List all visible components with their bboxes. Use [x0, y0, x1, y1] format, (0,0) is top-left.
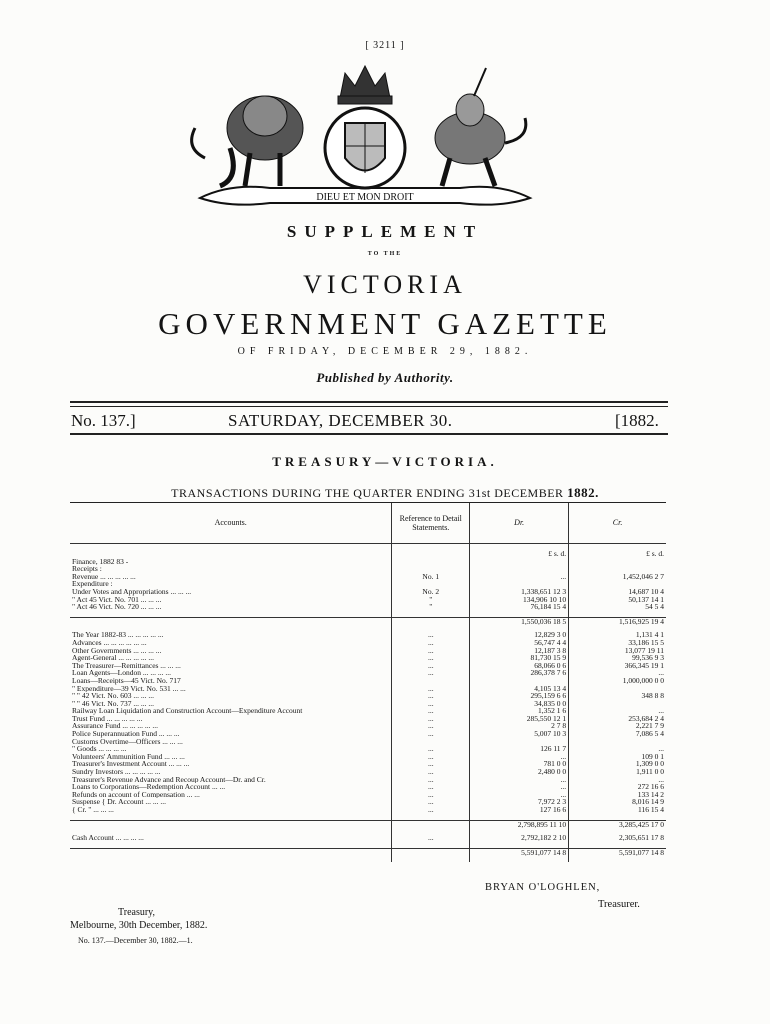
- table-row: [70, 565, 666, 573]
- table-row: [70, 639, 666, 647]
- row-label: Other Governments ... ... ... ...: [70, 647, 392, 655]
- row-cr-amount: ...: [658, 745, 664, 753]
- row-label: Under Votes and Appropriations ... ... ...: [70, 588, 392, 596]
- transactions-text: TRANSACTIONS DURING THE QUARTER ENDING 31st DECEMBER: [171, 486, 564, 500]
- table-row: [70, 588, 666, 596]
- table-row: [70, 707, 666, 715]
- table-row: [70, 738, 666, 746]
- row-dr-amount: 12,829 3 0: [470, 631, 569, 639]
- row-cr-amount: 1,309 0 0: [635, 760, 664, 769]
- row-reference: ...: [392, 631, 470, 639]
- table-row: [70, 834, 666, 842]
- row-label: The Year 1882-83 ... ... ... ... ...: [70, 631, 392, 639]
- row-label: Advances ... ... ... ... ... ...: [70, 639, 392, 647]
- row-reference: [392, 820, 470, 828]
- dr-units: £ s. d.: [470, 550, 569, 558]
- row-reference: ...: [392, 722, 470, 730]
- table-row: [70, 558, 666, 566]
- transactions-year: 1882.: [567, 485, 599, 500]
- table-row: [70, 791, 666, 799]
- row-label: " Act 45 Vict. No. 701 ... ... ...: [70, 596, 392, 604]
- row-cr-amount: 366,345 19 1: [624, 661, 664, 670]
- row-cr-amount: 5,591,077 14 8: [569, 848, 666, 856]
- signatory-name: BRYAN O'LOGHLEN,: [485, 882, 601, 893]
- row-cr-amount: 8,016 14 9: [632, 798, 664, 806]
- row-reference: ...: [392, 654, 470, 662]
- row-reference: ...: [392, 669, 470, 677]
- row-reference: [392, 738, 470, 746]
- top-rule-thin: [70, 406, 668, 407]
- row-reference: ...: [392, 783, 470, 791]
- row-dr-amount: 1,338,651 12 3: [470, 588, 569, 596]
- row-cr-amount: [569, 580, 666, 588]
- row-label: Agent-General ... ... ... ... ...: [70, 654, 392, 662]
- table-row: [70, 654, 666, 662]
- row-dr-amount: [470, 580, 569, 588]
- footer-place: Treasury,: [118, 907, 156, 918]
- row-label: " Expenditure—39 Vict. No. 531 ... ...: [70, 685, 392, 693]
- row-reference: No. 1: [392, 573, 470, 581]
- row-dr-amount: 68,066 0 6: [470, 662, 569, 670]
- table-row: [70, 715, 666, 723]
- row-dr-amount: 1,352 1 6: [470, 707, 569, 715]
- row-reference: [392, 848, 470, 856]
- table-row: [70, 760, 666, 768]
- row-label: Loan Agents—London ... ... ... ...: [70, 669, 392, 677]
- row-label: [70, 617, 392, 625]
- row-dr-amount: ...: [470, 573, 569, 581]
- row-reference: ...: [392, 639, 470, 647]
- treasury-heading: TREASURY—VICTORIA.: [272, 454, 498, 469]
- row-cr-amount: 33,186 15 5: [628, 638, 664, 647]
- row-reference: [392, 558, 470, 566]
- row-dr-amount: 2,480 0 0: [470, 768, 569, 776]
- header-cr: Cr.: [569, 503, 666, 544]
- row-label: Cash Account ... ... ... ...: [70, 834, 392, 842]
- total-row: [70, 617, 666, 625]
- row-reference: ...: [392, 707, 470, 715]
- row-dr-amount: 5,591,077 14 8: [470, 848, 569, 856]
- crown-icon: [338, 66, 392, 104]
- table-row: [70, 753, 666, 761]
- row-cr-amount: 1,131 4 1: [635, 631, 664, 639]
- row-cr-amount: [569, 700, 666, 708]
- gazette-date: OF FRIDAY, DECEMBER 29, 1882.: [237, 346, 533, 357]
- row-reference: ...: [392, 647, 470, 655]
- to-the-label: TO THE: [367, 251, 403, 257]
- signatory-title: Treasurer.: [598, 899, 640, 910]
- header-accounts: Accounts.: [70, 503, 392, 544]
- spacer-row: [70, 856, 666, 862]
- table-row: [70, 631, 666, 639]
- row-cr-amount: ...: [658, 669, 664, 677]
- row-cr-amount: 1,452,046 2 7: [622, 572, 664, 581]
- row-dr-amount: [470, 677, 569, 685]
- row-label: Trust Fund ... ... ... ... ...: [70, 715, 392, 723]
- row-dr-amount: 134,906 10 10: [470, 596, 569, 604]
- row-label: Loans to Corporations—Redemption Account ... ...: [70, 783, 392, 791]
- table-row: [70, 573, 666, 581]
- table-row: [70, 669, 666, 677]
- row-dr-amount: ...: [470, 753, 569, 761]
- row-dr-amount: 1,550,036 18 5: [470, 617, 569, 625]
- row-dr-amount: 81,730 15 9: [470, 654, 569, 662]
- issue-date: SATURDAY, DECEMBER 30.: [228, 411, 453, 430]
- row-cr-amount: 1,000,000 0 0: [622, 676, 664, 685]
- row-reference: [392, 580, 470, 588]
- row-reference: ...: [392, 760, 470, 768]
- footer-dated: Melbourne, 30th December, 1882.: [70, 920, 208, 931]
- row-cr-amount: 50,137 14 1: [628, 595, 664, 604]
- row-dr-amount: 7,972 2 3: [470, 798, 569, 806]
- table-row: [70, 700, 666, 708]
- row-reference: ...: [392, 692, 470, 700]
- row-dr-amount: 5,007 10 3: [470, 730, 569, 738]
- row-dr-amount: 76,184 15 4: [470, 603, 569, 611]
- row-label: Volunteers' Ammunition Fund ... ... ...: [70, 753, 392, 761]
- issue-number: No. 137.]: [71, 411, 136, 430]
- row-reference: ...: [392, 806, 470, 814]
- row-cr-amount: 348 8 8: [641, 692, 664, 700]
- row-cr-amount: 14,687 10 4: [628, 587, 664, 596]
- row-reference: ": [392, 596, 470, 604]
- row-dr-amount: ...: [470, 783, 569, 791]
- row-label: " " 46 Vict. No. 737 ... ... ...: [70, 700, 392, 708]
- row-dr-amount: 2,798,895 11 10: [470, 820, 569, 828]
- top-rule: [70, 401, 668, 403]
- row-label: Refunds on account of Compensation ... ...: [70, 791, 392, 799]
- row-cr-amount: 7,086 5 4: [635, 730, 664, 738]
- transactions-subheading: [0, 485, 770, 501]
- row-dr-amount: ...: [470, 791, 569, 799]
- row-label: The Treasurer—Remittances ... ... ...: [70, 662, 392, 670]
- table-row: [70, 806, 666, 814]
- row-reference: [392, 617, 470, 625]
- row-label: Receipts :: [70, 565, 392, 573]
- row-reference: ...: [392, 730, 470, 738]
- total-row: [70, 820, 666, 828]
- row-reference: ...: [392, 745, 470, 753]
- table-row: [70, 722, 666, 730]
- row-label: [70, 848, 392, 856]
- row-label: Customs Overtime—Officers ... ... ...: [70, 738, 392, 746]
- row-reference: ...: [392, 776, 470, 784]
- transactions-table: [70, 503, 666, 862]
- table-row: [70, 798, 666, 806]
- row-label: Treasurer's Revenue Advance and Recoup Account—Dr. and Cr.: [70, 776, 392, 784]
- cr-units: £ s. d.: [646, 550, 664, 558]
- row-dr-amount: 2 7 8: [470, 722, 569, 730]
- supplement-title: SUPPLEMENT: [286, 222, 484, 241]
- row-cr-amount: 272 16 6: [637, 783, 664, 791]
- row-dr-amount: 56,747 4 4: [470, 639, 569, 647]
- row-cr-amount: 116 15 4: [638, 806, 664, 814]
- royal-coat-of-arms: [170, 58, 560, 218]
- footer-reference: No. 137.—December 30, 1882.—1.: [78, 936, 193, 945]
- row-reference: ...: [392, 768, 470, 776]
- row-cr-amount: [569, 738, 666, 746]
- unicorn-supporter-icon: [435, 68, 526, 186]
- row-label: Finance, 1882 83 -: [70, 558, 392, 566]
- table-row: [70, 596, 666, 604]
- row-label: Revenue ... ... ... ... ...: [70, 573, 392, 581]
- row-label: Sundry Investors ... ... ... ... ...: [70, 768, 392, 776]
- row-reference: ...: [392, 791, 470, 799]
- victoria-title: VICTORIA: [303, 270, 467, 299]
- lion-supporter-icon: [192, 96, 303, 186]
- row-reference: No. 2: [392, 588, 470, 596]
- row-dr-amount: 2,792,182 2 10: [470, 834, 569, 842]
- row-reference: ...: [392, 700, 470, 708]
- row-cr-amount: 133 14 2: [637, 790, 664, 799]
- row-cr-amount: 1,911 0 0: [636, 768, 664, 776]
- row-label: Assurance Fund ... ... ... ... ...: [70, 722, 392, 730]
- row-cr-amount: ...: [658, 775, 664, 784]
- row-reference: [392, 565, 470, 573]
- units-row: [70, 550, 666, 558]
- table-row: [70, 580, 666, 588]
- row-cr-amount: 253,684 2 4: [628, 714, 664, 723]
- table-row: [70, 768, 666, 776]
- row-label: Expenditure :: [70, 580, 392, 588]
- table-row: [70, 603, 666, 611]
- row-label: Loans—Receipts—45 Vict. No. 717: [70, 677, 392, 685]
- row-cr-amount: ...: [658, 707, 664, 715]
- row-cr-amount: 13,077 19 11: [624, 646, 664, 655]
- table-row: [70, 662, 666, 670]
- table-row: [70, 677, 666, 685]
- row-dr-amount: [470, 565, 569, 573]
- row-label: Treasurer's Investment Account ... ... ...: [70, 760, 392, 768]
- table-row: [70, 730, 666, 738]
- published-by-authority: Published by Authority.: [316, 370, 454, 385]
- table-row: [70, 745, 666, 753]
- row-label: { Cr. " ... ... ...: [70, 806, 392, 814]
- row-dr-amount: 286,378 7 6: [470, 669, 569, 677]
- row-cr-amount: 2,221 7 9: [635, 722, 664, 731]
- total-row: [70, 848, 666, 856]
- row-label: Suspense { Dr. Account ... ... ...: [70, 798, 392, 806]
- row-reference: ...: [392, 834, 470, 842]
- row-dr-amount: 4,105 13 4: [470, 685, 569, 693]
- table-row: [70, 783, 666, 791]
- row-cr-amount: 109 0 1: [641, 752, 664, 761]
- table-header-row: [70, 503, 666, 544]
- row-cr-amount: 99,536 9 3: [632, 654, 664, 662]
- issue-year: [1882.: [615, 411, 659, 430]
- row-cr-amount: 2,305,651 17 8: [619, 834, 664, 842]
- row-dr-amount: 127 16 6: [470, 806, 569, 814]
- row-dr-amount: [470, 558, 569, 566]
- table-row: [70, 776, 666, 784]
- row-dr-amount: ...: [470, 776, 569, 784]
- row-cr-amount: [569, 558, 666, 566]
- row-dr-amount: 12,187 3 8: [470, 647, 569, 655]
- row-reference: ...: [392, 753, 470, 761]
- header-dr: Dr.: [470, 503, 569, 544]
- row-cr-amount: 54 5 4: [645, 603, 664, 611]
- row-dr-amount: 126 11 7: [470, 745, 569, 753]
- row-dr-amount: 781 0 0: [470, 760, 569, 768]
- row-label: Police Superannuation Fund ... ... ...: [70, 730, 392, 738]
- header-reference: Reference to Detail Statements.: [392, 503, 470, 544]
- row-reference: ...: [392, 662, 470, 670]
- page-number: [ 3211 ]: [365, 40, 405, 51]
- gazette-title: GOVERNMENT GAZETTE: [158, 306, 612, 341]
- row-dr-amount: 34,835 0 0: [470, 700, 569, 708]
- table-row: [70, 685, 666, 693]
- row-reference: [392, 677, 470, 685]
- row-label: [70, 820, 392, 828]
- issue-rule: [70, 433, 668, 435]
- row-dr-amount: 295,159 6 6: [470, 692, 569, 700]
- crest-motto-scroll: DIEU ET MON DROIT: [316, 192, 414, 203]
- row-label: " Goods ... ... ... ...: [70, 745, 392, 753]
- row-cr-amount: [569, 565, 666, 573]
- row-cr-amount: [569, 685, 666, 693]
- row-label: " Act 46 Vict. No. 720 ... ... ...: [70, 603, 392, 611]
- row-reference: ": [392, 603, 470, 611]
- row-cr-amount: 3,285,425 17 0: [569, 820, 666, 828]
- row-reference: ...: [392, 685, 470, 693]
- row-dr-amount: 285,550 12 1: [470, 715, 569, 723]
- row-dr-amount: [470, 738, 569, 746]
- row-label: " " 42 Vict. No. 603 ... ... ...: [70, 692, 392, 700]
- row-reference: ...: [392, 715, 470, 723]
- row-reference: ...: [392, 798, 470, 806]
- row-label: Railway Loan Liquidation and Construction Account—Expenditure Account: [70, 707, 392, 715]
- table-row: [70, 647, 666, 655]
- table-row: [70, 692, 666, 700]
- row-cr-amount: 1,516,925 19 4: [569, 617, 666, 625]
